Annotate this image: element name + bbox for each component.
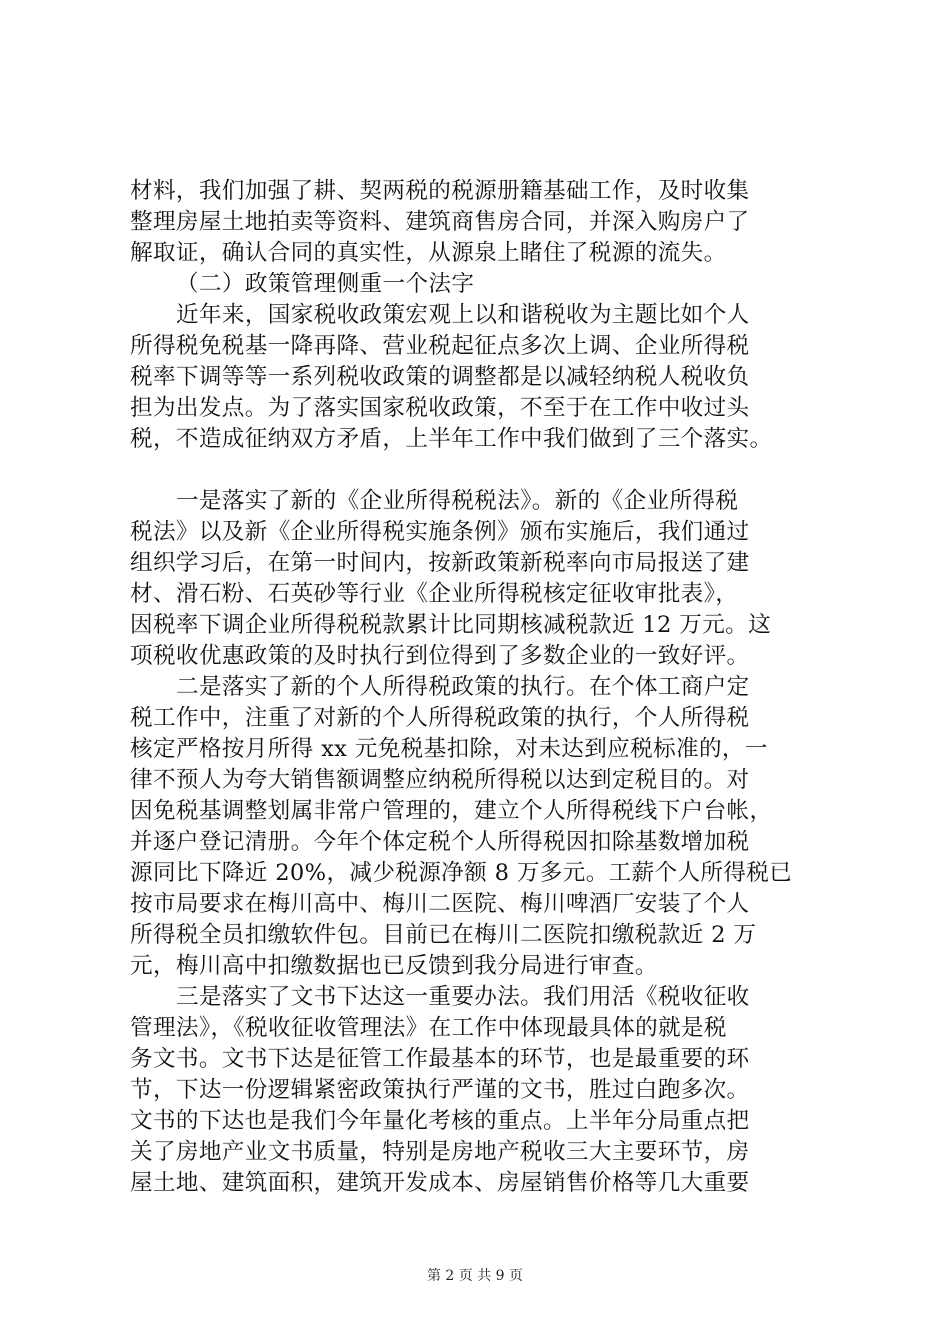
paragraph-third-implementation: [130, 982, 830, 1199]
text-line: 三是落实了文书下达这一重要办法。我们用活《税收征收: [176, 984, 750, 1010]
text-line: 所得税免税基一降再降、营业税起征点多次上调、企业所得税: [130, 333, 750, 359]
paragraph-source-control: [130, 176, 830, 269]
text-line: 税工作中，注重了对新的个人所得税政策的执行，个人所得税: [130, 705, 750, 731]
text-line: 税，不造成征纳双方矛盾，上半年工作中我们做到了三个落实。: [130, 426, 773, 452]
text-line: 所得税全员扣缴软件包。目前已在梅川二医院扣缴税款近 2 万: [130, 922, 757, 948]
text-line: 近年来，国家税收政策宏观上以和谐税收为主题比如个人: [176, 302, 750, 328]
text-line: 屋土地、建筑面积，建筑开发成本、房屋销售价格等几大重要: [130, 1170, 750, 1196]
text-line: 关了房地产业文书质量，特别是房地产税收三大主要环节，房: [130, 1139, 750, 1165]
text-line: 并逐户登记清册。今年个体定税个人所得税因扣除基数增加税: [130, 829, 750, 855]
text-line: 担为出发点。为了落实国家税收政策，不至于在工作中收过头: [130, 395, 750, 421]
text-line: 按市局要求在梅川高中、梅川二医院、梅川啤酒厂安装了个人: [130, 891, 750, 917]
page-footer: 第 2 页 共 9 页: [426, 1268, 524, 1284]
text-line: 节，下达一份逻辑紧密政策执行严谨的文书，胜过白跑多次。: [130, 1077, 750, 1103]
document-body: [130, 176, 830, 1199]
section-heading: （二）政策管理侧重一个法字: [176, 271, 475, 297]
text-line: 项税收优惠政策的及时执行到位得到了多数企业的一致好评。: [130, 643, 750, 669]
text-line: 一是落实了新的《企业所得税税法》。新的《企业所得税: [176, 488, 739, 514]
paragraph-policy-intro: [130, 300, 830, 455]
text-line: 税法》以及新《企业所得税实施条例》颁布实施后，我们通过: [130, 519, 750, 545]
text-line: 因税率下调企业所得税税款累计比同期核减税款近 12 万元。这: [130, 612, 772, 638]
paragraph-first-implementation: [130, 486, 830, 672]
text-line: 元，梅川高中扣缴数据也已反馈到我分局进行审查。: [130, 953, 658, 979]
text-line: 材、滑石粉、石英砂等行业《企业所得税核定征收审批表》，: [130, 581, 739, 607]
text-line: 整理房屋土地拍卖等资料、建筑商售房合同，并深入购房户了: [130, 209, 750, 235]
text-line: 源同比下降近 20%，减少税源净额 8 万多元。工薪个人所得税已: [130, 860, 793, 886]
paragraph-second-implementation: [130, 672, 830, 982]
text-line: 税率下调等等一系列税收政策的调整都是以减轻纳税人税收负: [130, 364, 750, 390]
text-line: 文书的下达也是我们今年量化考核的重点。上半年分局重点把: [130, 1108, 750, 1134]
text-line: 务文书。文书下达是征管工作最基本的环节，也是最重要的环: [130, 1046, 750, 1072]
text-line: 核定严格按月所得 xx 元免税基扣除，对未达到应税标准的，一: [130, 736, 768, 762]
text-line: 因免税基调整划属非常户管理的，建立个人所得税线下户台帐，: [130, 798, 773, 824]
text-line: 解取证，确认合同的真实性，从源泉上睹住了税源的流失。: [130, 240, 727, 266]
text-line: 材料，我们加强了耕、契两税的税源册籍基础工作，及时收集: [130, 178, 750, 204]
text-line: 律不预人为夸大销售额调整应纳税所得税以达到定税目的。对: [130, 767, 750, 793]
text-line: 管理法》，《税收征收管理法》在工作中体现最具体的就是税: [130, 1015, 727, 1041]
text-line: 组织学习后，在第一时间内，按新政策新税率向市局报送了建: [130, 550, 750, 576]
blank-line: [130, 455, 830, 486]
text-line: 二是落实了新的个人所得税政策的执行。在个体工商户定: [176, 674, 750, 700]
